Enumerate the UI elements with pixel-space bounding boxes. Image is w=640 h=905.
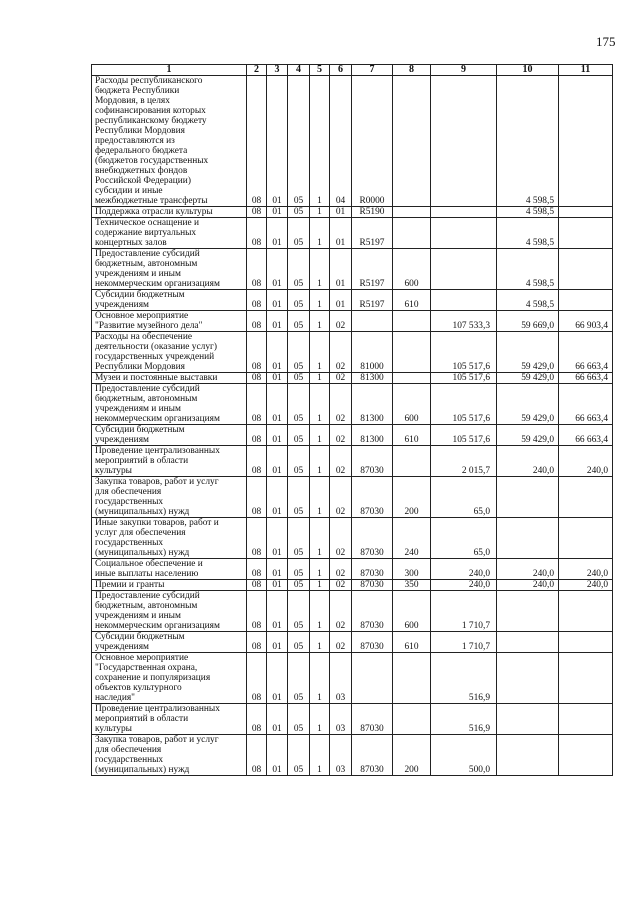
subsection-code: 01: [267, 632, 288, 653]
expense-type-code: [393, 332, 431, 373]
header-cell: 11: [559, 65, 613, 76]
amount-year-1: 65,0: [431, 518, 497, 559]
section-code: 08: [247, 518, 267, 559]
amount-year-2: [497, 653, 559, 704]
event-code: 02: [330, 373, 352, 384]
table-row: [92, 518, 613, 559]
expense-type-code: 610: [393, 425, 431, 446]
event-code: 02: [330, 446, 352, 477]
subsection-code: 01: [267, 559, 288, 580]
amount-year-1: 240,0: [431, 580, 497, 591]
program-code: 05: [288, 425, 310, 446]
direction-code: R5190: [352, 207, 393, 218]
row-name: Предоставление субсидий бюджетным, автономным учреждениям и иным некоммерческим организациям: [92, 591, 247, 632]
amount-year-3: [559, 477, 613, 518]
table-row: [92, 373, 613, 384]
direction-code: 87030: [352, 580, 393, 591]
direction-code: 87030: [352, 446, 393, 477]
table-row: [92, 632, 613, 653]
header-cell: 4: [288, 65, 310, 76]
section-code: 08: [247, 332, 267, 373]
amount-year-2: 240,0: [497, 559, 559, 580]
subprogram-code: 1: [310, 207, 330, 218]
event-code: 04: [330, 76, 352, 207]
amount-year-3: 66 663,4: [559, 384, 613, 425]
expense-type-code: 240: [393, 518, 431, 559]
amount-year-1: 1 710,7: [431, 591, 497, 632]
amount-year-3: [559, 653, 613, 704]
direction-code: [352, 311, 393, 332]
subsection-code: 01: [267, 332, 288, 373]
event-code: 02: [330, 311, 352, 332]
table-row: [92, 446, 613, 477]
subprogram-code: 1: [310, 332, 330, 373]
event-code: 02: [330, 591, 352, 632]
table-row: [92, 704, 613, 735]
table-row: [92, 249, 613, 290]
subprogram-code: 1: [310, 384, 330, 425]
subprogram-code: 1: [310, 311, 330, 332]
budget-table: [91, 64, 613, 776]
amount-year-3: 66 663,4: [559, 373, 613, 384]
amount-year-3: [559, 207, 613, 218]
table-row: [92, 76, 613, 207]
subsection-code: 01: [267, 311, 288, 332]
subsection-code: 01: [267, 704, 288, 735]
amount-year-2: 240,0: [497, 580, 559, 591]
amount-year-1: 516,9: [431, 653, 497, 704]
direction-code: 81300: [352, 384, 393, 425]
subsection-code: 01: [267, 653, 288, 704]
row-name: Основное мероприятие "Развитие музейного дела": [92, 311, 247, 332]
expense-type-code: [393, 311, 431, 332]
amount-year-1: 500,0: [431, 735, 497, 776]
amount-year-1: [431, 207, 497, 218]
subprogram-code: 1: [310, 653, 330, 704]
program-code: 05: [288, 311, 310, 332]
section-code: 08: [247, 704, 267, 735]
header-cell: 2: [247, 65, 267, 76]
table-row: [92, 290, 613, 311]
expense-type-code: 600: [393, 249, 431, 290]
amount-year-3: [559, 632, 613, 653]
event-code: 03: [330, 653, 352, 704]
subprogram-code: 1: [310, 704, 330, 735]
direction-code: 87030: [352, 591, 393, 632]
event-code: 01: [330, 218, 352, 249]
amount-year-2: [497, 704, 559, 735]
section-code: 08: [247, 477, 267, 518]
row-name: Основное мероприятие "Государственная охрана, сохранение и популяризация объектов культурного наследия": [92, 653, 247, 704]
header-cell: 6: [330, 65, 352, 76]
row-name: Субсидии бюджетным учреждениям: [92, 290, 247, 311]
subprogram-code: 1: [310, 373, 330, 384]
direction-code: 87030: [352, 477, 393, 518]
direction-code: 81300: [352, 425, 393, 446]
table-row: [92, 477, 613, 518]
amount-year-2: [497, 477, 559, 518]
section-code: 08: [247, 76, 267, 207]
subsection-code: 01: [267, 477, 288, 518]
section-code: 08: [247, 290, 267, 311]
subsection-code: 01: [267, 425, 288, 446]
header-cell: 3: [267, 65, 288, 76]
event-code: 02: [330, 425, 352, 446]
amount-year-2: 4 598,5: [497, 290, 559, 311]
subprogram-code: 1: [310, 249, 330, 290]
expense-type-code: [393, 207, 431, 218]
subprogram-code: 1: [310, 559, 330, 580]
event-code: 01: [330, 249, 352, 290]
event-code: 02: [330, 518, 352, 559]
subprogram-code: 1: [310, 518, 330, 559]
expense-type-code: 200: [393, 735, 431, 776]
amount-year-3: 240,0: [559, 559, 613, 580]
direction-code: 87030: [352, 518, 393, 559]
row-name: Техническое оснащение и содержание виртуальных концертных залов: [92, 218, 247, 249]
amount-year-1: 1 710,7: [431, 632, 497, 653]
event-code: 03: [330, 704, 352, 735]
amount-year-1: 105 517,6: [431, 373, 497, 384]
amount-year-3: 240,0: [559, 580, 613, 591]
expense-type-code: [393, 373, 431, 384]
expense-type-code: 350: [393, 580, 431, 591]
section-code: 08: [247, 425, 267, 446]
program-code: 05: [288, 591, 310, 632]
event-code: 02: [330, 477, 352, 518]
amount-year-2: 4 598,5: [497, 218, 559, 249]
row-name: Премии и гранты: [92, 580, 247, 591]
subsection-code: 01: [267, 290, 288, 311]
page-number: 175: [596, 34, 616, 49]
amount-year-2: 59 429,0: [497, 373, 559, 384]
expense-type-code: [393, 653, 431, 704]
event-code: 02: [330, 559, 352, 580]
amount-year-3: [559, 735, 613, 776]
amount-year-1: 105 517,6: [431, 384, 497, 425]
program-code: 05: [288, 290, 310, 311]
amount-year-1: 105 517,6: [431, 332, 497, 373]
program-code: 05: [288, 332, 310, 373]
program-code: 05: [288, 207, 310, 218]
amount-year-2: 59 669,0: [497, 311, 559, 332]
section-code: 08: [247, 632, 267, 653]
expense-type-code: 600: [393, 591, 431, 632]
amount-year-3: [559, 218, 613, 249]
row-name: Проведение централизованных мероприятий в области культуры: [92, 704, 247, 735]
expense-type-code: 610: [393, 290, 431, 311]
direction-code: 81300: [352, 373, 393, 384]
table-row: [92, 735, 613, 776]
row-name: Закупка товаров, работ и услуг для обеспечения государственных (муниципальных) нужд: [92, 735, 247, 776]
table-row: [92, 207, 613, 218]
amount-year-2: 59 429,0: [497, 425, 559, 446]
row-name: Расходы республиканского бюджета Республики Мордовия, в целях софинансирования которых республиканскому бюджету Республики Мордовия предоставляются из федерального бюджета (бюджетов государственных внебюджетных фондов Российской Федерации) субсидии и иные межбюджетные трансферты: [92, 76, 247, 207]
table-row: [92, 591, 613, 632]
direction-code: [352, 653, 393, 704]
header-row: [92, 65, 613, 76]
subsection-code: 01: [267, 518, 288, 559]
table-row: [92, 332, 613, 373]
row-name: Иные закупки товаров, работ и услуг для обеспечения государственных (муниципальных) нужд: [92, 518, 247, 559]
program-code: 05: [288, 559, 310, 580]
amount-year-2: 59 429,0: [497, 332, 559, 373]
amount-year-1: 107 533,3: [431, 311, 497, 332]
row-name: Предоставление субсидий бюджетным, автономным учреждениям и иным некоммерческим организациям: [92, 249, 247, 290]
direction-code: R0000: [352, 76, 393, 207]
expense-type-code: [393, 704, 431, 735]
amount-year-1: 2 015,7: [431, 446, 497, 477]
program-code: 05: [288, 477, 310, 518]
amount-year-3: 66 903,4: [559, 311, 613, 332]
event-code: 02: [330, 580, 352, 591]
section-code: 08: [247, 384, 267, 425]
direction-code: R5197: [352, 218, 393, 249]
row-name: Музеи и постоянные выставки: [92, 373, 247, 384]
amount-year-2: [497, 735, 559, 776]
event-code: 03: [330, 735, 352, 776]
direction-code: 87030: [352, 632, 393, 653]
program-code: 05: [288, 580, 310, 591]
program-code: 05: [288, 384, 310, 425]
event-code: 02: [330, 384, 352, 425]
subprogram-code: 1: [310, 477, 330, 518]
amount-year-3: [559, 518, 613, 559]
header-cell: 9: [431, 65, 497, 76]
direction-code: 87030: [352, 704, 393, 735]
header-cell: 7: [352, 65, 393, 76]
row-name: Закупка товаров, работ и услуг для обеспечения государственных (муниципальных) нужд: [92, 477, 247, 518]
subprogram-code: 1: [310, 735, 330, 776]
program-code: 05: [288, 373, 310, 384]
subsection-code: 01: [267, 735, 288, 776]
amount-year-3: [559, 249, 613, 290]
amount-year-1: [431, 290, 497, 311]
subprogram-code: 1: [310, 425, 330, 446]
table-row: [92, 384, 613, 425]
row-name: Субсидии бюджетным учреждениям: [92, 425, 247, 446]
amount-year-2: 4 598,5: [497, 207, 559, 218]
row-name: Социальное обеспечение и иные выплаты населению: [92, 559, 247, 580]
direction-code: 87030: [352, 735, 393, 776]
expense-type-code: 200: [393, 477, 431, 518]
program-code: 05: [288, 76, 310, 207]
section-code: 08: [247, 218, 267, 249]
amount-year-2: 4 598,5: [497, 76, 559, 207]
row-name: Субсидии бюджетным учреждениям: [92, 632, 247, 653]
row-name: Предоставление субсидий бюджетным, автономным учреждениям и иным некоммерческим организациям: [92, 384, 247, 425]
header-cell: 8: [393, 65, 431, 76]
amount-year-1: 65,0: [431, 477, 497, 518]
table-body: [92, 76, 613, 776]
amount-year-1: 240,0: [431, 559, 497, 580]
section-code: 08: [247, 249, 267, 290]
program-code: 05: [288, 446, 310, 477]
program-code: 05: [288, 704, 310, 735]
subsection-code: 01: [267, 207, 288, 218]
event-code: 02: [330, 632, 352, 653]
section-code: 08: [247, 373, 267, 384]
expense-type-code: 600: [393, 384, 431, 425]
header-cell: 1: [92, 65, 247, 76]
program-code: 05: [288, 249, 310, 290]
direction-code: R5197: [352, 249, 393, 290]
subprogram-code: 1: [310, 290, 330, 311]
section-code: 08: [247, 446, 267, 477]
amount-year-3: 66 663,4: [559, 332, 613, 373]
expense-type-code: [393, 446, 431, 477]
amount-year-3: [559, 290, 613, 311]
section-code: 08: [247, 735, 267, 776]
section-code: 08: [247, 559, 267, 580]
direction-code: 87030: [352, 559, 393, 580]
subsection-code: 01: [267, 446, 288, 477]
amount-year-2: 4 598,5: [497, 249, 559, 290]
amount-year-1: [431, 76, 497, 207]
subsection-code: 01: [267, 373, 288, 384]
event-code: 01: [330, 290, 352, 311]
event-code: 02: [330, 332, 352, 373]
subsection-code: 01: [267, 580, 288, 591]
amount-year-1: [431, 249, 497, 290]
subprogram-code: 1: [310, 632, 330, 653]
expense-type-code: 300: [393, 559, 431, 580]
program-code: 05: [288, 518, 310, 559]
table-row: [92, 425, 613, 446]
subsection-code: 01: [267, 76, 288, 207]
row-name: Поддержка отрасли культуры: [92, 207, 247, 218]
table-row: [92, 580, 613, 591]
section-code: 08: [247, 591, 267, 632]
table-row: [92, 218, 613, 249]
amount-year-1: [431, 218, 497, 249]
section-code: 08: [247, 311, 267, 332]
subsection-code: 01: [267, 384, 288, 425]
program-code: 05: [288, 653, 310, 704]
table-row: [92, 559, 613, 580]
subprogram-code: 1: [310, 76, 330, 207]
subprogram-code: 1: [310, 218, 330, 249]
amount-year-3: 66 663,4: [559, 425, 613, 446]
row-name: Проведение централизованных мероприятий в области культуры: [92, 446, 247, 477]
amount-year-3: 240,0: [559, 446, 613, 477]
section-code: 08: [247, 207, 267, 218]
subprogram-code: 1: [310, 591, 330, 632]
amount-year-2: [497, 632, 559, 653]
subsection-code: 01: [267, 249, 288, 290]
direction-code: 81000: [352, 332, 393, 373]
subsection-code: 01: [267, 218, 288, 249]
amount-year-1: 105 517,6: [431, 425, 497, 446]
program-code: 05: [288, 218, 310, 249]
program-code: 05: [288, 735, 310, 776]
amount-year-2: 59 429,0: [497, 384, 559, 425]
subsection-code: 01: [267, 591, 288, 632]
amount-year-3: [559, 76, 613, 207]
direction-code: R5197: [352, 290, 393, 311]
header-cell: 5: [310, 65, 330, 76]
subprogram-code: 1: [310, 580, 330, 591]
expense-type-code: 610: [393, 632, 431, 653]
expense-type-code: [393, 76, 431, 207]
event-code: 01: [330, 207, 352, 218]
section-code: 08: [247, 653, 267, 704]
section-code: 08: [247, 580, 267, 591]
amount-year-3: [559, 591, 613, 632]
row-name: Расходы на обеспечение деятельности (оказание услуг) государственных учреждений Республики Мордовия: [92, 332, 247, 373]
amount-year-2: [497, 518, 559, 559]
table-row: [92, 311, 613, 332]
amount-year-1: 516,9: [431, 704, 497, 735]
program-code: 05: [288, 632, 310, 653]
subprogram-code: 1: [310, 446, 330, 477]
amount-year-3: [559, 704, 613, 735]
table-row: [92, 653, 613, 704]
amount-year-2: 240,0: [497, 446, 559, 477]
expense-type-code: [393, 218, 431, 249]
header-cell: 10: [497, 65, 559, 76]
amount-year-2: [497, 591, 559, 632]
